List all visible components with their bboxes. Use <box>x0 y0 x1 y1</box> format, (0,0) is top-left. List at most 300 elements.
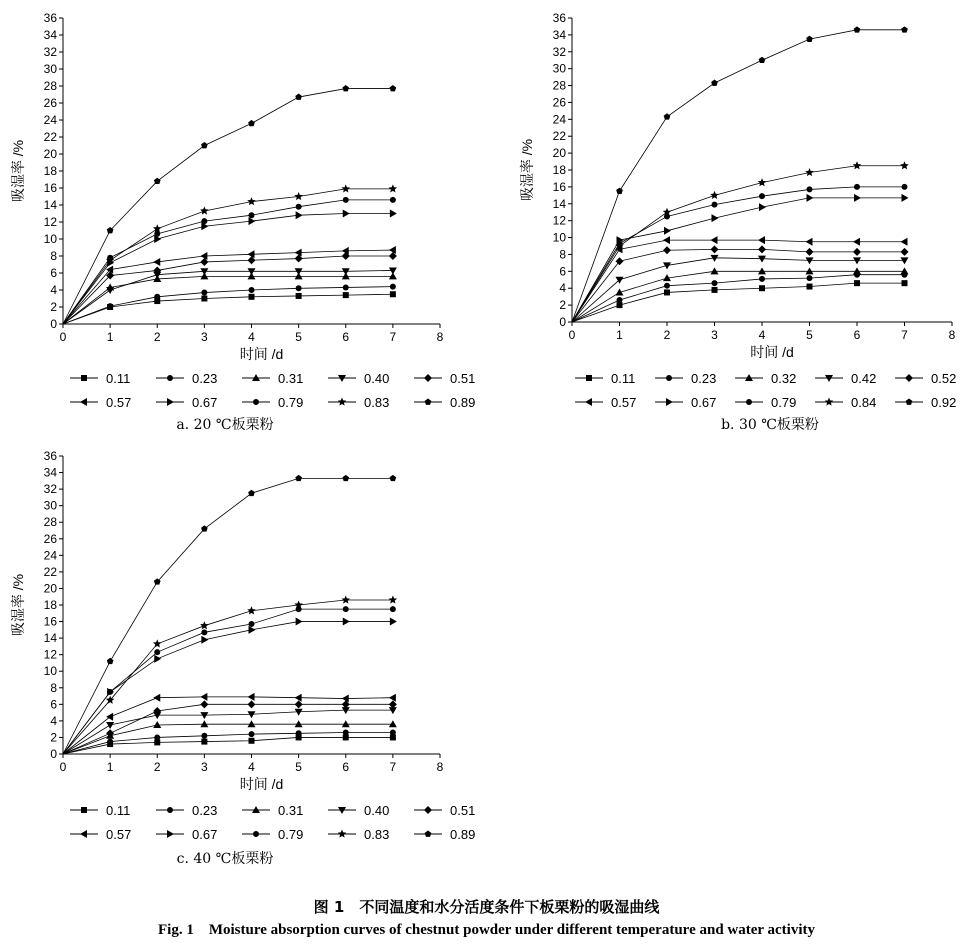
data-point <box>902 184 908 190</box>
data-point <box>342 720 350 727</box>
data-point <box>295 268 303 275</box>
data-point <box>389 694 396 702</box>
legend-marker <box>425 399 432 405</box>
x-tick-label: 0 <box>59 330 67 344</box>
x-tick-label: 6 <box>342 330 350 344</box>
data-point <box>153 694 160 702</box>
data-point <box>249 217 256 225</box>
y-tick-label: 14 <box>43 631 57 646</box>
legend-marker <box>585 398 592 406</box>
data-point <box>901 238 908 246</box>
y-tick-label: 14 <box>43 198 57 212</box>
data-point <box>343 210 350 218</box>
x-tick-label: 2 <box>153 760 161 774</box>
data-point <box>759 285 765 291</box>
data-point <box>902 280 908 286</box>
legend-label: 0.23 <box>691 371 717 386</box>
data-point <box>616 188 623 194</box>
data-point <box>343 284 349 290</box>
y-tick-label: 8 <box>559 247 566 262</box>
legend-label: 0.57 <box>106 827 132 842</box>
data-point <box>853 267 861 274</box>
data-point <box>389 596 398 604</box>
legend-item <box>242 827 303 842</box>
data-point <box>390 197 396 203</box>
data-point <box>758 267 766 274</box>
data-point <box>664 227 671 235</box>
data-point <box>664 283 670 289</box>
data-point <box>389 184 398 192</box>
legend-item <box>242 395 303 410</box>
x-tick-label: 7 <box>389 760 397 774</box>
data-point <box>295 475 302 481</box>
x-axis-label: 时间 /d <box>239 346 284 362</box>
legend-label: 0.83 <box>364 395 390 410</box>
legend-item <box>70 395 131 410</box>
legend-label: 0.67 <box>192 395 218 410</box>
x-tick-label: 2 <box>153 330 161 344</box>
x-tick-label: 7 <box>389 330 397 344</box>
data-point <box>807 186 813 192</box>
data-point <box>201 525 208 531</box>
x-tick-label: 4 <box>758 328 766 342</box>
data-point <box>664 289 670 295</box>
legend-label: 0.11 <box>106 803 131 818</box>
legend-label: 0.51 <box>450 803 476 818</box>
data-point <box>296 211 303 219</box>
legend-label: 0.67 <box>691 395 717 410</box>
chart-a-caption: a. 20 ℃板栗粉 <box>176 417 274 433</box>
legend-marker <box>746 399 752 405</box>
data-point <box>248 268 256 275</box>
data-point <box>248 120 255 126</box>
x-tick-label: 1 <box>106 760 114 774</box>
x-tick-label: 5 <box>806 328 813 342</box>
data-point <box>663 246 671 254</box>
data-point <box>341 184 350 192</box>
x-tick-label: 1 <box>616 328 623 342</box>
data-point <box>664 113 671 119</box>
legend-item <box>328 395 389 410</box>
legend-marker <box>167 375 173 381</box>
x-tick-label: 4 <box>248 330 255 344</box>
data-point <box>248 490 255 496</box>
legend <box>70 371 475 410</box>
data-point <box>296 285 302 291</box>
data-point <box>390 729 396 735</box>
legend-label: 0.40 <box>364 803 390 818</box>
data-point <box>343 292 349 298</box>
data-point <box>901 257 909 264</box>
data-point <box>249 738 255 744</box>
legend-item <box>328 803 389 818</box>
legend-item <box>328 371 389 386</box>
chart-a <box>0 0 476 440</box>
x-tick-label: 0 <box>59 760 67 774</box>
legend-marker <box>80 398 87 406</box>
y-tick-label: 10 <box>43 664 57 679</box>
legend-label: 0.11 <box>611 371 636 386</box>
series-line <box>63 276 393 324</box>
y-tick-label: 32 <box>43 45 57 59</box>
data-point <box>390 291 396 297</box>
y-tick-label: 22 <box>552 129 566 144</box>
y-tick-label: 0 <box>559 315 566 329</box>
legend-label: 0.79 <box>278 395 304 410</box>
chart-c <box>0 440 476 870</box>
y-tick-label: 22 <box>43 130 57 144</box>
data-point <box>296 730 302 736</box>
legend-marker <box>425 831 432 837</box>
legend-marker <box>167 807 173 813</box>
legend-label: 0.57 <box>611 395 637 410</box>
data-point <box>390 210 397 218</box>
y-tick-label: 28 <box>43 79 57 93</box>
y-tick-label: 26 <box>43 96 57 110</box>
y-tick-label: 24 <box>43 113 57 127</box>
data-point <box>759 57 766 63</box>
y-tick-label: 32 <box>43 482 57 497</box>
y-tick-label: 0 <box>50 747 57 761</box>
data-point <box>200 206 209 214</box>
data-point <box>759 203 766 211</box>
figure-caption-cn: 图 1 不同温度和水分活度条件下板栗粉的吸湿曲线 <box>313 898 660 916</box>
data-point <box>154 655 161 663</box>
data-point <box>200 621 209 629</box>
y-tick-label: 2 <box>50 730 57 745</box>
data-point <box>854 184 860 190</box>
data-point <box>200 693 207 701</box>
legend-label: 0.92 <box>931 395 957 410</box>
data-point <box>342 475 349 481</box>
chart-b <box>505 0 973 440</box>
y-tick-label: 28 <box>43 515 57 530</box>
chart-b-caption: b. 30 ℃板栗粉 <box>721 417 819 433</box>
legend-item <box>815 395 876 410</box>
legend-label: 0.51 <box>450 371 476 386</box>
series-0.42 <box>572 255 909 322</box>
legend-marker <box>81 807 87 813</box>
data-point <box>390 618 397 626</box>
legend-item <box>70 803 130 818</box>
chart-a-svg <box>0 0 476 410</box>
legend-marker <box>81 375 87 381</box>
legend-marker <box>253 831 259 837</box>
legend <box>70 803 475 842</box>
data-point <box>248 700 256 708</box>
data-point <box>295 720 303 727</box>
legend-marker <box>825 398 834 406</box>
y-tick-label: 2 <box>50 300 57 314</box>
legend-item <box>156 827 217 842</box>
data-point <box>343 197 349 203</box>
y-tick-label: 34 <box>552 27 566 42</box>
y-tick-label: 6 <box>50 697 57 712</box>
legend-marker <box>167 830 174 838</box>
data-point <box>712 287 718 293</box>
legend-item <box>70 827 131 842</box>
x-tick-label: 8 <box>436 330 444 344</box>
data-point <box>807 194 814 202</box>
data-point <box>201 733 207 739</box>
data-point <box>390 606 396 612</box>
legend-marker <box>338 830 347 838</box>
legend-item <box>156 395 217 410</box>
data-point <box>853 238 860 246</box>
data-point <box>107 689 113 695</box>
legend-label: 0.31 <box>278 371 304 386</box>
y-tick-label: 36 <box>552 11 566 25</box>
data-point <box>294 192 303 200</box>
data-point <box>248 720 256 727</box>
data-point <box>759 193 765 199</box>
x-tick-label: 8 <box>436 760 444 774</box>
data-point <box>806 36 813 42</box>
y-tick-label: 26 <box>43 531 57 546</box>
y-tick-label: 6 <box>50 266 57 280</box>
data-point <box>806 248 814 256</box>
data-point <box>296 293 302 299</box>
data-point <box>249 212 255 218</box>
y-tick-label: 12 <box>552 213 566 228</box>
data-point <box>201 636 208 644</box>
legend-item <box>156 803 217 818</box>
y-tick-label: 30 <box>552 61 566 76</box>
y-tick-label: 30 <box>43 498 57 513</box>
x-axis-label: 时间 /d <box>239 776 284 792</box>
legend-item <box>156 371 217 386</box>
data-point <box>342 85 349 91</box>
data-point <box>617 297 623 303</box>
y-axis-label: 吸湿率 /% <box>10 573 26 637</box>
legend-marker <box>586 375 592 381</box>
data-point <box>249 731 255 737</box>
data-point <box>854 26 861 32</box>
x-axis-label: 时间 /d <box>750 344 794 360</box>
data-point <box>712 280 718 286</box>
x-tick-label: 5 <box>295 330 302 344</box>
y-tick-label: 4 <box>50 283 57 297</box>
y-tick-label: 24 <box>43 548 57 563</box>
data-point <box>106 729 114 737</box>
x-tick-label: 4 <box>248 760 255 774</box>
data-point <box>201 296 207 302</box>
data-point <box>853 257 861 264</box>
legend-marker <box>80 830 87 838</box>
legend-item <box>242 803 303 818</box>
data-point <box>153 639 162 647</box>
legend <box>575 371 956 410</box>
y-tick-label: 8 <box>50 680 57 695</box>
y-tick-label: 32 <box>552 44 566 59</box>
legend-item <box>895 395 956 410</box>
legend-item <box>575 395 636 410</box>
data-point <box>390 475 397 481</box>
data-point <box>343 618 350 626</box>
data-point <box>901 26 908 32</box>
data-point <box>153 258 160 266</box>
data-point <box>154 294 160 300</box>
y-tick-label: 20 <box>552 146 566 161</box>
data-point <box>389 267 397 274</box>
y-tick-label: 0 <box>50 317 57 331</box>
data-point <box>806 238 813 246</box>
data-point <box>806 257 814 264</box>
data-point <box>200 712 208 719</box>
series-line <box>63 478 393 754</box>
legend-item <box>575 371 635 386</box>
legend-item <box>414 803 475 818</box>
data-point <box>900 161 909 169</box>
legend-item <box>655 395 716 410</box>
data-point <box>247 606 256 614</box>
data-point <box>296 204 302 210</box>
y-tick-label: 12 <box>43 647 57 662</box>
legend-label: 0.11 <box>106 371 131 386</box>
data-point <box>390 284 396 290</box>
y-tick-label: 8 <box>50 249 57 263</box>
legend-label: 0.89 <box>450 395 476 410</box>
legend-item <box>414 827 475 842</box>
x-tick-label: 3 <box>201 760 208 774</box>
y-tick-label: 34 <box>43 28 57 42</box>
legend-marker <box>424 806 432 814</box>
data-point <box>710 191 719 199</box>
data-point <box>201 218 207 224</box>
x-tick-label: 3 <box>201 330 208 344</box>
legend-marker <box>905 374 913 382</box>
data-point <box>107 303 113 309</box>
data-point <box>759 276 765 282</box>
data-point <box>901 248 909 256</box>
data-point <box>711 245 719 253</box>
data-point <box>854 194 861 202</box>
data-point <box>295 94 302 100</box>
legend-item <box>735 395 796 410</box>
data-point <box>295 694 302 702</box>
legend-marker <box>666 398 673 406</box>
legend-label: 0.31 <box>278 803 304 818</box>
legend-label: 0.89 <box>450 827 476 842</box>
data-point <box>200 700 208 708</box>
data-point <box>341 596 350 604</box>
legend-item <box>815 371 876 386</box>
data-point <box>201 629 207 635</box>
legend-item <box>242 371 303 386</box>
y-tick-label: 10 <box>552 230 566 245</box>
legend-label: 0.32 <box>771 371 797 386</box>
data-point <box>248 711 256 718</box>
data-point <box>806 267 814 274</box>
data-point <box>805 168 814 176</box>
data-point <box>711 236 718 244</box>
data-point <box>107 658 114 664</box>
data-point <box>711 80 718 86</box>
y-tick-label: 26 <box>552 95 566 110</box>
y-tick-label: 20 <box>43 581 57 596</box>
y-tick-label: 30 <box>43 62 57 76</box>
legend-label: 0.42 <box>851 371 877 386</box>
data-point <box>296 618 303 626</box>
y-tick-label: 4 <box>559 281 566 296</box>
data-point <box>153 721 161 728</box>
x-tick-label: 8 <box>948 328 956 342</box>
y-tick-label: 34 <box>43 465 57 480</box>
data-point <box>712 214 719 222</box>
legend-item <box>70 371 130 386</box>
y-tick-label: 16 <box>552 179 566 194</box>
data-point <box>853 161 862 169</box>
data-point <box>107 739 113 745</box>
data-point <box>807 284 813 290</box>
data-point <box>201 739 207 745</box>
data-point <box>201 290 207 296</box>
y-tick-label: 18 <box>552 163 566 177</box>
chart-c-svg <box>0 440 476 845</box>
series-0.11 <box>572 280 908 322</box>
y-tick-label: 16 <box>43 614 57 629</box>
data-point <box>106 722 114 729</box>
y-tick-label: 20 <box>43 147 57 161</box>
x-tick-label: 3 <box>711 328 718 342</box>
data-point <box>106 287 114 294</box>
x-tick-label: 6 <box>853 328 861 342</box>
legend-label: 0.83 <box>364 827 390 842</box>
x-tick-label: 6 <box>342 760 350 774</box>
data-point <box>901 267 909 274</box>
x-tick-label: 2 <box>663 328 671 342</box>
data-point <box>201 142 208 148</box>
legend-item <box>328 827 389 842</box>
legend-label: 0.52 <box>931 371 957 386</box>
data-point <box>758 178 767 186</box>
series-0.11 <box>63 291 396 324</box>
legend-item <box>895 371 956 386</box>
y-tick-label: 18 <box>43 598 57 612</box>
data-point <box>389 720 397 727</box>
data-point <box>663 236 670 244</box>
data-point <box>249 621 255 627</box>
legend-label: 0.40 <box>364 371 390 386</box>
legend-marker <box>666 375 672 381</box>
legend-item <box>414 371 475 386</box>
chart-c-caption: c. 40 ℃板栗粉 <box>176 851 274 867</box>
legend-item <box>655 371 716 386</box>
legend-label: 0.84 <box>851 395 877 410</box>
legend-marker <box>906 399 913 405</box>
legend-label: 0.79 <box>278 827 304 842</box>
data-point <box>853 248 861 256</box>
legend-item <box>414 395 475 410</box>
y-tick-label: 22 <box>43 564 57 579</box>
data-point <box>758 236 765 244</box>
data-point <box>342 268 350 275</box>
series-line <box>572 258 905 322</box>
x-tick-label: 7 <box>901 328 908 342</box>
data-point <box>154 734 160 740</box>
y-tick-label: 36 <box>43 11 57 25</box>
y-tick-label: 24 <box>552 112 566 127</box>
legend-marker <box>167 398 174 406</box>
legend-label: 0.23 <box>192 803 218 818</box>
legend-label: 0.79 <box>771 395 797 410</box>
y-tick-label: 28 <box>552 78 566 93</box>
data-point <box>247 197 256 205</box>
data-point <box>758 245 766 253</box>
y-tick-label: 18 <box>43 164 57 178</box>
data-point <box>248 693 255 701</box>
legend-label: 0.67 <box>192 827 218 842</box>
